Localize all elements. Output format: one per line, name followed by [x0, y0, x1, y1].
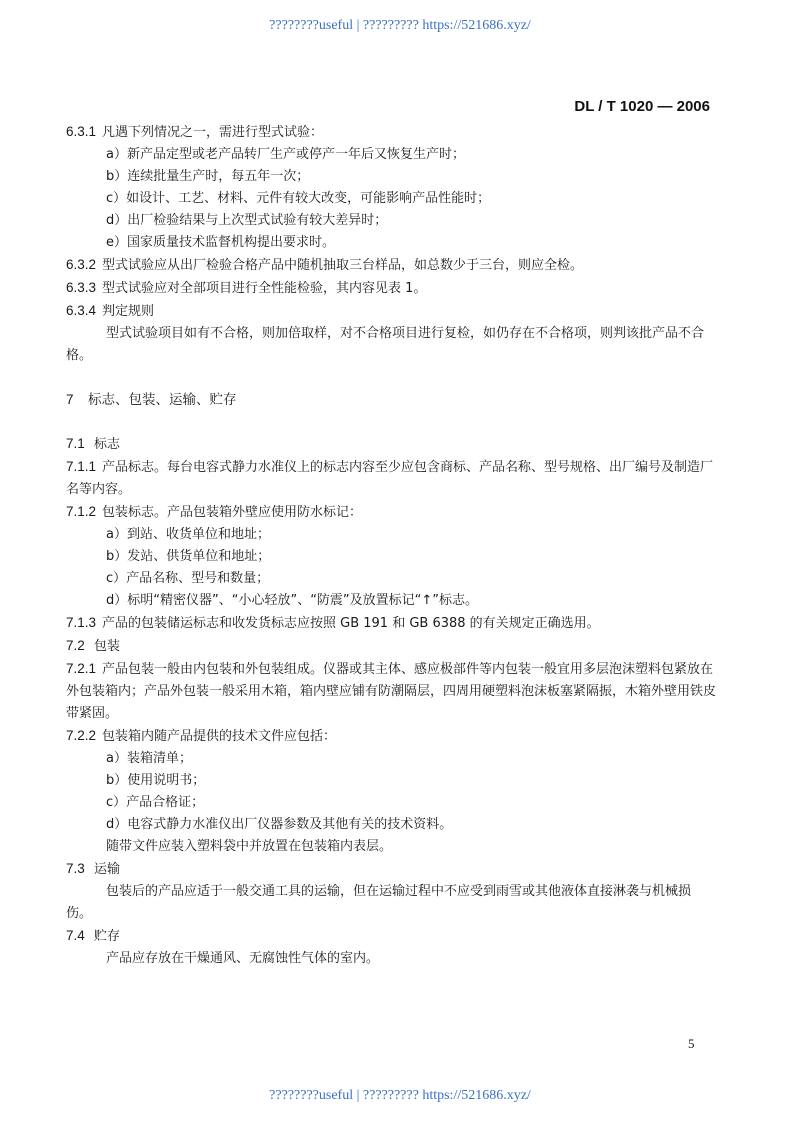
clause-number: 6.3.1 — [66, 124, 97, 139]
clause-7-2-2 — [66, 725, 716, 748]
clause-text: 型式试验应对全部项目进行全性能检验，其内容见表 1。 — [102, 281, 427, 296]
section-7-1-heading — [66, 433, 716, 456]
watermark-bottom: ????????useful | ????????? https://521686.xyz/ — [269, 1088, 531, 1103]
clause-6-3-3 — [66, 277, 716, 300]
clause-number: 6.3.3 — [66, 280, 97, 295]
clause-6-3-4 — [66, 300, 716, 323]
clause-7-2-1 — [66, 658, 716, 725]
watermark-top: ????????useful | ????????? https://521686.xyz/ — [269, 18, 531, 33]
clause-6-3-2 — [66, 254, 716, 277]
list-item: b）使用说明书； — [106, 773, 206, 788]
section-paragraph: 产品应存放在干燥通风、无腐蚀性气体的室内。 — [106, 951, 380, 966]
clause-text: 包装箱内随产品提供的技术文件应包括： — [102, 729, 337, 744]
section-7-4-heading — [66, 925, 716, 948]
document-body — [66, 121, 716, 970]
list-item: e）国家质量技术监督机构提出要求时。 — [106, 235, 335, 250]
clause-note: 随带文件应装入塑料袋中并放置在包装箱内表层。 — [106, 839, 393, 854]
list-item: d）标明“精密仪器”、“小心轻放”、“防震”及放置标记“↑”标志。 — [106, 593, 479, 608]
clause-number: 6.3.2 — [66, 257, 97, 272]
clause-text: 凡遇下列情况之一，需进行型式试验： — [102, 125, 324, 140]
page-number: 5 — [688, 1036, 695, 1051]
clause-text: 型式试验应从出厂检验合格产品中随机抽取三台样品，如总数少于三台，则应全检。 — [102, 258, 584, 273]
list-item: c）产品合格证； — [106, 795, 205, 810]
list-item: a）到站、收货单位和地址； — [106, 527, 270, 542]
clause-text: 产品包装一般由内包装和外包装组成。仪器或其主体、感应极部件等内包装一般宜用多层泡沫塑料包紧放在外包装箱内；产品外包装一般采用木箱，箱内壁应铺有防潮隔层，四周用硬塑料泡沫板塞紧隔振，木箱外壁用铁皮带紧固。 — [66, 662, 717, 721]
section-number: 7.3 — [66, 861, 85, 876]
list-item: d）电容式静力水准仪出厂仪器参数及其他有关的技术资料。 — [106, 817, 453, 832]
section-7-2-heading — [66, 635, 716, 658]
section-title: 标志 — [94, 437, 121, 452]
clause-7-1-2 — [66, 501, 716, 524]
section-title: 包装 — [94, 639, 121, 654]
clause-text: 产品的包装储运标志和收发货标志应按照 GB 191 和 GB 6388 的有关规定正确选用。 — [102, 616, 600, 631]
chapter-number: 7 — [66, 392, 74, 407]
clause-number: 7.1.3 — [66, 615, 97, 630]
section-number: 7.4 — [66, 928, 85, 943]
list-item: c）如设计、工艺、材料、元件有较大改变，可能影响产品性能时； — [106, 191, 491, 206]
clause-number: 6.3.4 — [66, 303, 97, 318]
list-item: b）连续批量生产时，每五年一次； — [106, 169, 310, 184]
section-number: 7.1 — [66, 436, 85, 451]
standard-code: DL / T 1020 — 2006 — [574, 98, 710, 115]
section-title: 运输 — [94, 862, 121, 877]
list-item: b）发站、供货单位和地址； — [106, 549, 271, 564]
chapter-7-heading — [66, 389, 716, 411]
clause-number: 7.2.1 — [66, 661, 97, 676]
section-7-3-heading — [66, 858, 716, 881]
clause-number: 7.1.1 — [66, 459, 97, 474]
chapter-title: 标志、包装、运输、贮存 — [88, 392, 237, 408]
section-number: 7.2 — [66, 638, 85, 653]
list-item: d）出厂检验结果与上次型式试验有较大差异时； — [106, 213, 388, 228]
clause-number: 7.2.2 — [66, 728, 97, 743]
clause-text: 包装标志。产品包装箱外壁应使用防水标记： — [102, 505, 363, 520]
list-item: c）产品名称、型号和数量； — [106, 571, 270, 586]
clause-text: 产品标志。每台电容式静力水准仪上的标志内容至少应包含商标、产品名称、型号规格、出厂编号及制造厂名等内容。 — [66, 460, 714, 497]
clause-6-3-1 — [66, 121, 716, 144]
clause-number: 7.1.2 — [66, 504, 97, 519]
clause-title: 判定规则 — [102, 304, 155, 319]
clause-7-1-1 — [66, 456, 716, 501]
list-item: a）装箱清单； — [106, 751, 192, 766]
clause-7-1-3 — [66, 612, 716, 635]
clause-paragraph: 型式试验项目如有不合格，则加倍取样，对不合格项目进行复检，如仍存在不合格项，则判该批产品不合格。 — [66, 326, 705, 363]
list-item: a）新产品定型或老产品转厂生产或停产一年后又恢复生产时； — [106, 147, 465, 162]
section-paragraph: 包装后的产品应适于一般交通工具的运输，但在运输过程中不应受到雨雪或其他液体直接淋袭与机械损伤。 — [66, 884, 692, 921]
section-title: 贮存 — [94, 929, 121, 944]
